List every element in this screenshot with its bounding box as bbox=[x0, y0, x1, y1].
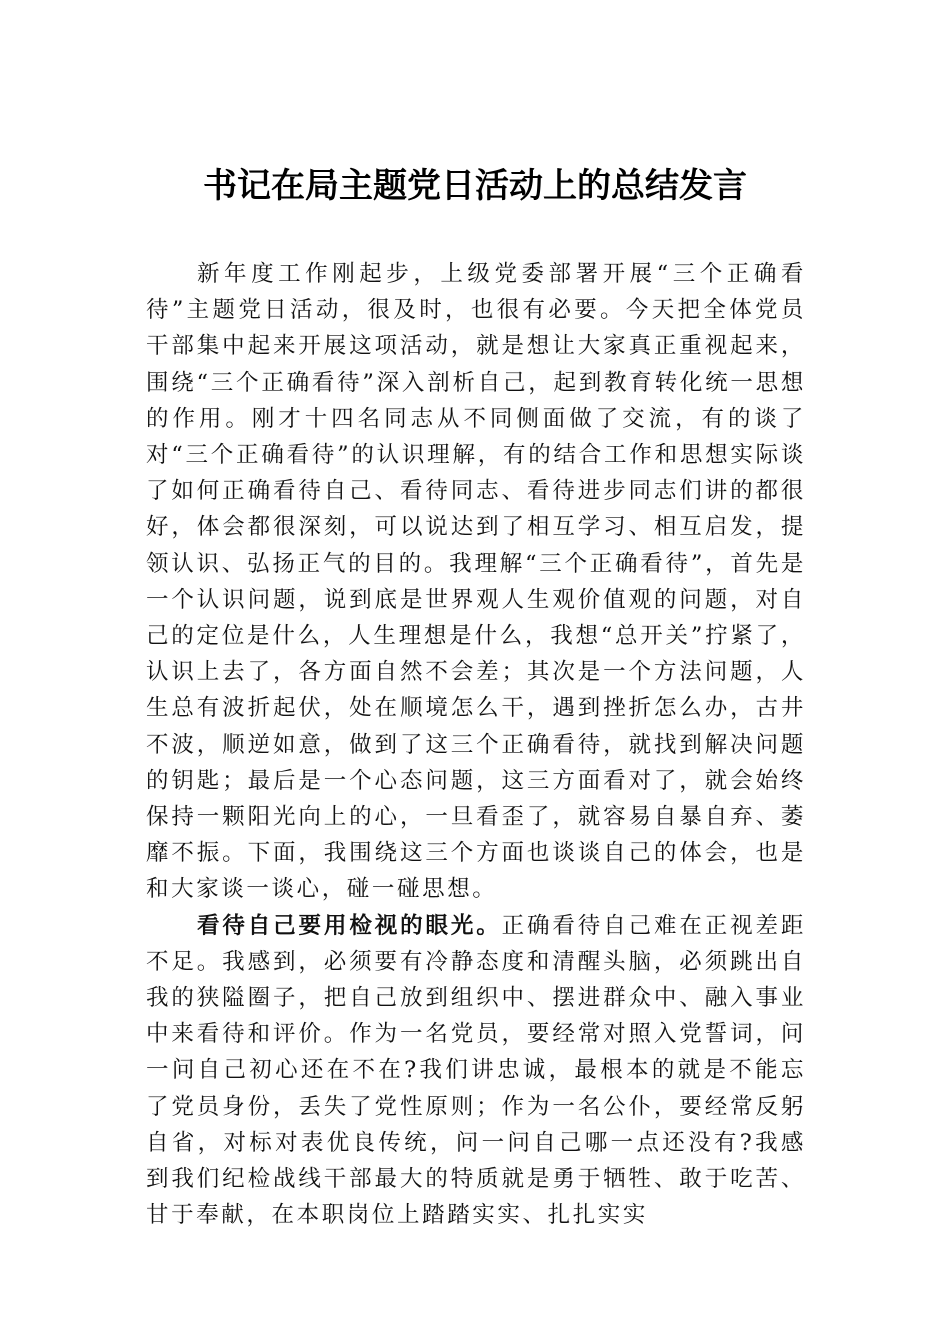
document-title: 书记在局主题党日活动上的总结发言 bbox=[203, 166, 747, 206]
paragraph bbox=[146, 256, 806, 908]
paragraph bbox=[146, 908, 806, 1234]
paragraph-text: 正确看待自己难在正视差距不足。我感到，必须要有冷静态度和清醒头脑，必须跳出自我的狭隘圈子，把自己放到组织中、摆进群众中、融入事业中来看待和评价。作为一名党员，要经常对照入党誓词，问一问自己初心还在不在?我们讲忠诚，最根本的就是不能忘了党员身份，丢失了党性原则；作为一名公仆，要经常反躬自省，对标对表优良传统，问一问自己哪一点还没有?我感到我们纪检战线干部最大的特质就是勇于牺牲、敢于吃苦、甘于奉献，在本职岗位上踏踏实实、扎扎实实 bbox=[146, 912, 806, 1229]
paragraph-lead: 看待自己要用检视的眼光。 bbox=[197, 912, 502, 939]
document-body bbox=[146, 256, 806, 1233]
paragraph-text: 新年度工作刚起步，上级党委部署开展“三个正确看待”主题党日活动，很及时，也很有必要。今天把全体党员干部集中起来开展这项活动，就是想让大家真正重视起来，围绕“三个正确看待”深入剖析自己，起到教育转化统一思想的作用。刚才十四名同志从不同侧面做了交流，有的谈了对“三个正确看待”的认识理解，有的结合工作和思想实际谈了如何正确看待自己、看待同志、看待进步同志们讲的都很好，体会都很深刻，可以说达到了相互学习、相互启发，提领认识、弘扬正气的目的。我理解“三个正确看待”，首先是一个认识问题，说到底是世界观人生观价值观的问题，对自己的定位是什么，人生理想是什么，我想“总开关”拧紧了，认识上去了，各方面自然不会差；其次是一个方法问题，人生总有波折起伏，处在顺境怎么干，遇到挫折怎么办，古井不波，顺逆如意，做到了这三个正确看待，就找到解决问题的钥匙；最后是一个心态问题，这三方面看对了，就会始终保持一颗阳光向上的心，一旦看歪了，就容易自暴自弃、萎靡不振。下面，我围绕这三个方面也谈谈自己的体会，也是和大家谈一谈心，碰一碰思想。 bbox=[146, 261, 806, 903]
